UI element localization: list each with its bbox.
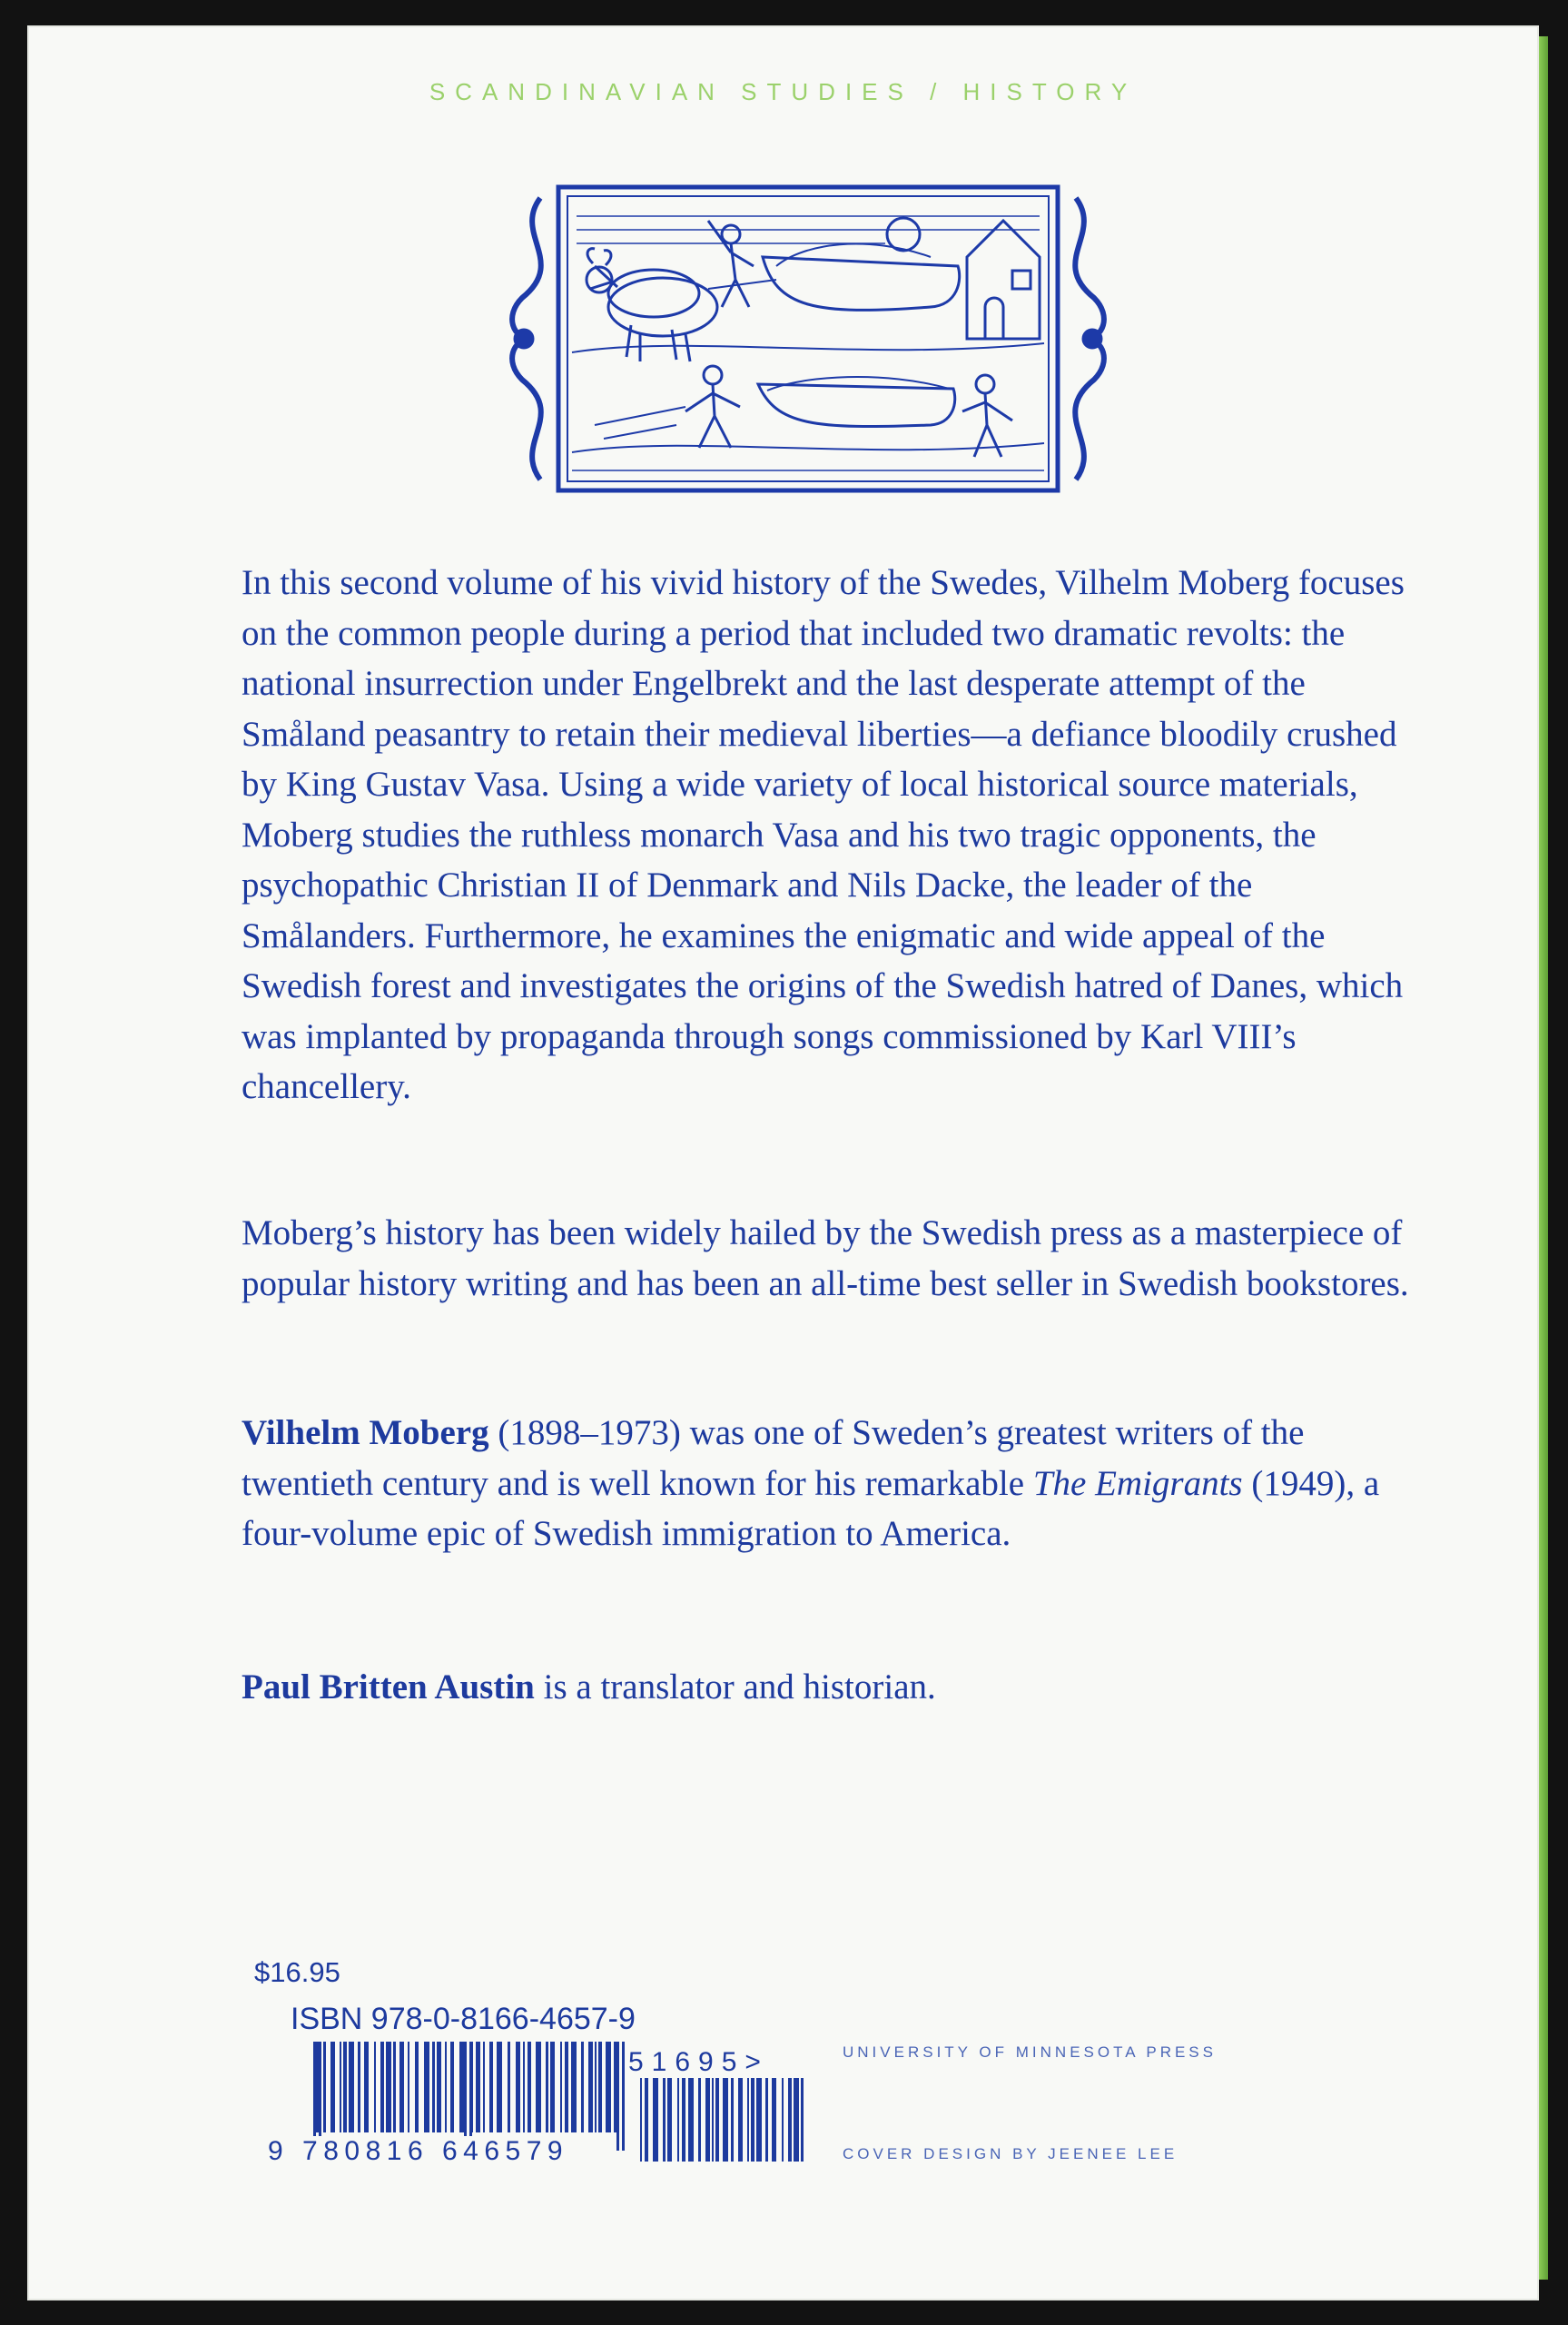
translator-bio xyxy=(242,1662,1413,1713)
press-praise: Moberg’s history has been widely hailed by the Swedish press as a masterpiece of popular history writing and has been an all-time best seller in Swedish bookstores. xyxy=(242,1213,1409,1303)
cover-design-credit: COVER DESIGN BY JEENEE LEE xyxy=(843,2145,1178,2162)
spine-edge xyxy=(1539,36,1548,2280)
translator-bio-text: is a translator and historian. xyxy=(534,1667,936,1707)
author-name: Vilhelm Moberg xyxy=(242,1413,489,1452)
isbn-label: ISBN 978-0-8166-4657-9 xyxy=(291,2002,636,2036)
author-bio-text-2: (1949), a four-volume epic of Swedish immigration to America. xyxy=(242,1463,1380,1553)
author-bio xyxy=(242,1408,1413,1559)
author-bio-text-1: (1898–1973) was one of Sweden’s greatest writers of the twentieth century and is well known for his remarkable xyxy=(242,1413,1305,1503)
barcode-addon-digits: 51695> xyxy=(628,2047,769,2077)
price-label: $16.95 xyxy=(254,1956,340,1988)
publisher-name: UNIVERSITY OF MINNESOTA PRESS xyxy=(843,2043,1217,2061)
category-label: SCANDINAVIAN STUDIES / HISTORY xyxy=(429,78,1138,105)
barcode-digits: 9 780816 646579 xyxy=(268,2136,569,2166)
woodcut-illustration xyxy=(504,180,1112,498)
translator-name: Paul Britten Austin xyxy=(242,1667,535,1707)
back-cover xyxy=(27,25,1539,2300)
book-description: In this second volume of his vivid history of the Swedes, Vilhelm Moberg focuses on the common people during a period that included two dramatic revolts: the national insurrection under Engelbrekt and the last desperate attempt of the Småland peasantry to retain their medieval liberties—a defiance bloodily crushed by King Gustav Vasa. Using a wide variety of local historical source materials, Moberg studies the ruthless monarch Vasa and his two tragic opponents, the psychopathic Christian II of Denmark and Nils Dacke, the leader of the Smålanders. Furthermore, he examines the enigmatic and wide appeal of the Swedish forest and investigates the origins of the Swedish hatred of Danes, which was implanted by propaganda through songs commissioned by Karl VIII’s chancellery. xyxy=(242,563,1405,1106)
work-title: The Emigrants xyxy=(1032,1463,1243,1503)
